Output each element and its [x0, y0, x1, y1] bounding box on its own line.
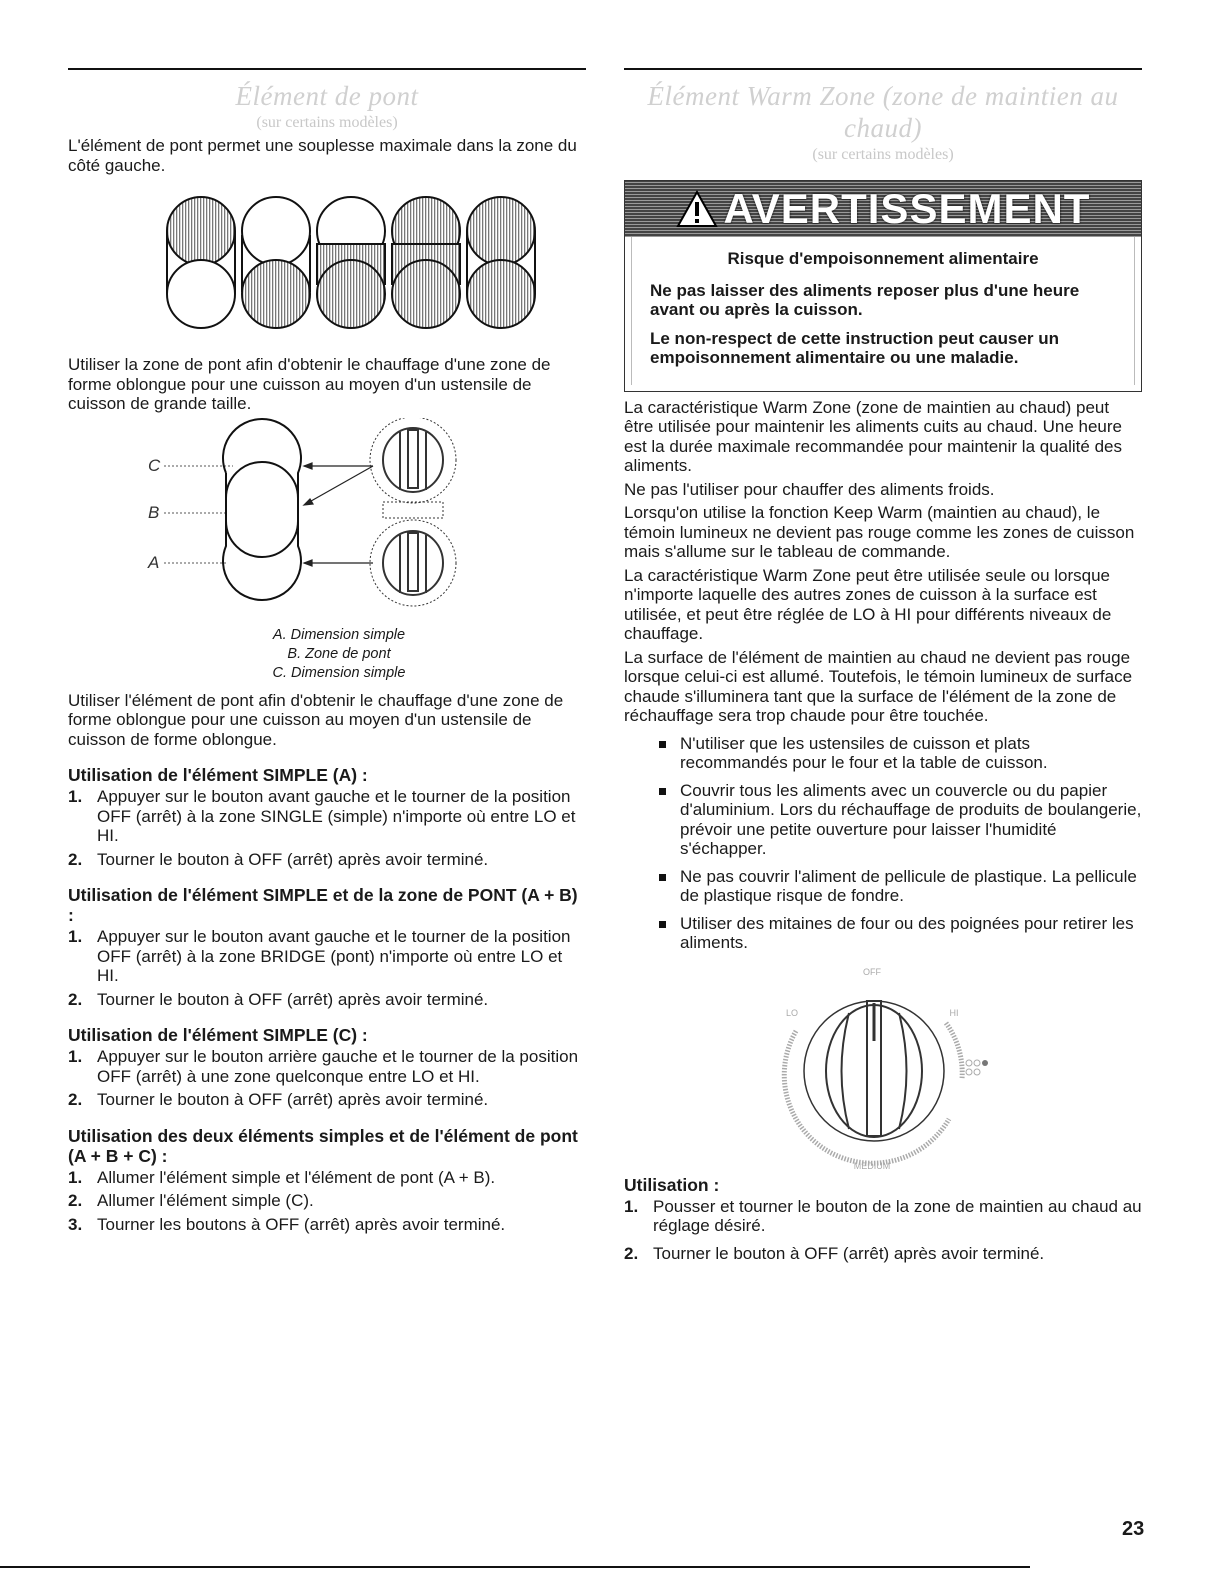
usage-heading: Utilisation :	[624, 1174, 720, 1195]
paragraph: La caractéristique Warm Zone peut être utilisée seule ou lorsque n'importe laquelle des autres zones de cuisson à la surface est utilisée, et peut être réglée de LO à HI pour différents niveaux de chauffage.	[624, 565, 1112, 643]
list-item: 1. Appuyer sur le bouton avant gauche et le tourner de la position OFF (arrêt) à la zone SINGLE (simple) n'importe où entre LO et HI.	[68, 787, 576, 845]
list-item: 1. Allumer l'élément simple et l'élément de pont (A + B).	[68, 1167, 496, 1187]
intro-paragraph: L'élément de pont permet une souplesse maximale dans la zone du côté gauche.	[68, 136, 577, 175]
warning-triangle-icon	[676, 190, 718, 228]
label-b: B	[148, 502, 160, 522]
list-item: 1. Appuyer sur le bouton avant gauche et le tourner de la position OFF (arrêt) à la zone BRIDGE (pont) n'importe où entre LO et HI.	[68, 927, 571, 985]
warning-risk: Risque d'empoisonnement alimentaire	[727, 249, 1039, 268]
bridge-configurations-figure	[68, 179, 586, 347]
knob-off-label: OFF	[863, 966, 881, 977]
list-item: Couvrir tous les aliments avec un couvercle ou du papier d'aluminium. Lors du réchauffage de produits de boulangerie, prévoir une petite ouverture pour laisser l'humidité s'échapper.	[624, 781, 1142, 859]
heading-simple-c: Utilisation de l'élément SIMPLE (C) :	[68, 1025, 368, 1045]
left-column	[68, 68, 586, 1238]
caption-c: C. Dimension simple	[272, 664, 406, 681]
warning-box	[624, 180, 1142, 392]
warning-header	[625, 181, 1141, 237]
knob-hi-label: HI	[949, 1007, 959, 1018]
section-subtitle: (sur certains modèles)	[812, 146, 954, 163]
heading-simple-bridge: Utilisation de l'élément SIMPLE et de la zone de PONT (A + B) :	[68, 885, 578, 925]
list-item: 1. Appuyer sur le bouton arrière gauche et le tourner de la position OFF (arrêt) à une zone quelconque entre LO et HI.	[68, 1047, 579, 1086]
paragraph: La surface de l'élément de maintien au chaud ne devient pas rouge lorsque celui-ci est allumé. Toutefois, le témoin lumineux de surface chaude s'illuminera tant que la surface de l'élément de la zone de réchauffage sera trop chaude pour être touchée.	[624, 647, 1133, 725]
knob-medium-label: MEDIUM	[853, 1160, 891, 1171]
top-rule	[624, 68, 1142, 70]
paragraph: La caractéristique Warm Zone (zone de maintien au chaud) peut être utilisée pour maintenir les aliments cuits au chaud. Une heure est la durée maximale recommandée pour maintenir la qualité des aliments.	[624, 397, 1122, 475]
paragraph: Lorsqu'on utilise la fonction Keep Warm (maintien au chaud), le témoin lumineux ne devient pas rouge comme les zones de cuisson mais s'allume sur le tableau de commande.	[624, 503, 1135, 561]
warning-line-1: Ne pas laisser des aliments reposer plus d'une heure avant ou après la cuisson.	[650, 280, 1080, 319]
section-title-bridge: Élément de pont	[235, 81, 419, 111]
list-item: Utiliser des mitaines de four ou des poignées pour retirer les aliments.	[624, 914, 1142, 953]
caption-a: A. Dimension simple	[272, 626, 406, 643]
section-simple-a	[68, 765, 586, 869]
list-item: 2. Allumer l'élément simple (C).	[68, 1191, 314, 1210]
list-item: 3. Tourner les boutons à OFF (arrêt) après avoir terminé.	[68, 1214, 506, 1234]
list-item: 2. Tourner le bouton à OFF (arrêt) après avoir terminé.	[624, 1243, 1045, 1263]
warning-line-2: Le non-respect de cette instruction peut causer un empoisonnement alimentaire ou une maladie.	[650, 328, 1060, 367]
section-subtitle: (sur certains modèles)	[256, 114, 398, 131]
label-c: C	[148, 455, 161, 475]
knob-lo-label: LO	[785, 1007, 799, 1018]
page-number: 23	[1122, 1518, 1145, 1540]
heading-simple-a: Utilisation de l'élément SIMPLE (A) :	[68, 765, 368, 785]
warm-zone-knob-figure	[624, 961, 1142, 1171]
bridge-zone-diagram	[68, 418, 586, 628]
section-simple-bridge	[68, 885, 586, 1009]
list-item: N'utiliser que les ustensiles de cuisson et plats recommandés pour le four et la table de cuisson.	[624, 734, 1142, 773]
bottom-rule	[0, 1566, 1030, 1568]
list-item: 2. Tourner le bouton à OFF (arrêt) après avoir terminé.	[68, 1090, 489, 1109]
label-a: A	[148, 552, 160, 572]
section-title-warm-zone: Élément Warm Zone (zone de maintien au chaud)	[647, 81, 1119, 143]
oblong-paragraph: Utiliser l'élément de pont afin d'obtenir le chauffage d'une zone de forme oblongue pour une cuisson au moyen d'un ustensile de cuisson de forme oblongue.	[68, 690, 564, 749]
right-column	[624, 68, 1142, 1267]
tips-list	[624, 734, 1142, 953]
list-item: 2. Tourner le bouton à OFF (arrêt) après avoir terminé.	[68, 989, 489, 1009]
paragraph: Ne pas l'utiliser pour chauffer des aliments froids.	[624, 479, 995, 499]
bridge-zone-paragraph: Utiliser la zone de pont afin d'obtenir le chauffage d'une zone de forme oblongue pour une cuisson au moyen d'un ustensile de cuisson de grande taille.	[68, 355, 551, 413]
section-simple-c	[68, 1025, 586, 1110]
list-item: Ne pas couvrir l'aliment de pellicule de plastique. La pellicule de plastique risque de fondre.	[624, 867, 1142, 906]
section-all-elements	[68, 1126, 586, 1235]
list-item: 2. Tourner le bouton à OFF (arrêt) après avoir terminé.	[68, 849, 489, 869]
top-rule	[68, 68, 586, 70]
caption-b: B. Zone de pont	[287, 645, 391, 662]
heading-all-elements: Utilisation des deux éléments simples et de l'élément de pont (A + B + C) :	[68, 1125, 578, 1166]
warning-title: AVERTISSEMENT	[723, 185, 1091, 232]
figure-captions	[68, 626, 586, 683]
list-item: 1. Pousser et tourner le bouton de la zone de maintien au chaud au réglage désiré.	[624, 1196, 1142, 1235]
